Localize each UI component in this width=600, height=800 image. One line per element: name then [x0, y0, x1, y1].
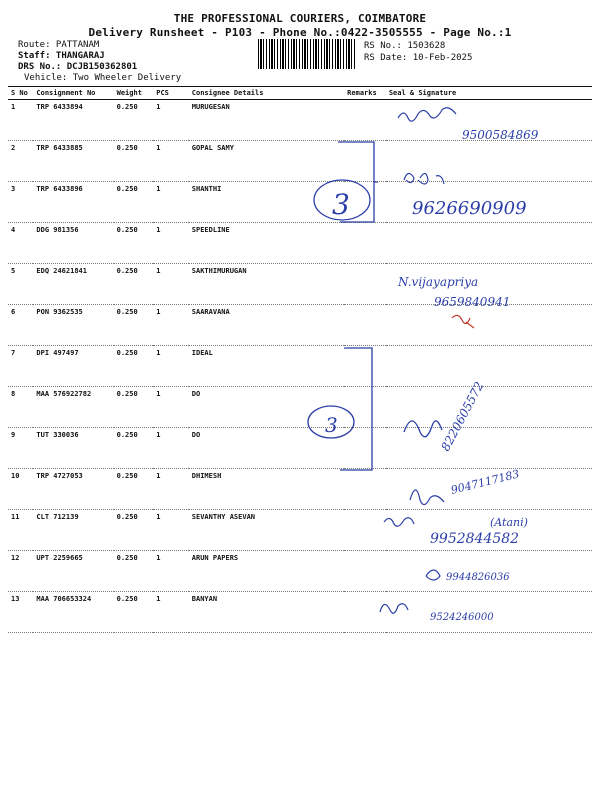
cell-pcs: 1 — [153, 510, 189, 551]
table-row — [8, 551, 592, 592]
cell-consignee: SEVANTHY ASEVAN — [189, 510, 344, 551]
table-header-row — [8, 87, 592, 100]
cell-consignee: SHANTHI — [189, 182, 344, 223]
cell-remarks — [344, 510, 386, 551]
cell-consignment: TUT 330036 — [33, 428, 113, 469]
signature-phone: 9626690909 — [412, 198, 527, 219]
cell-pcs: 1 — [153, 551, 189, 592]
cell-sno: 2 — [8, 141, 33, 182]
cell-pcs: 1 — [153, 469, 189, 510]
runsheet-table — [8, 86, 592, 633]
cell-consignment: DPI 497497 — [33, 346, 113, 387]
cell-consignment: TRP 6433885 — [33, 141, 113, 182]
company-title: THE PROFESSIONAL COURIERS, COIMBATORE — [173, 12, 427, 25]
cell-pcs: 1 — [153, 264, 189, 305]
cell-consignee: SAKTHIMURUGAN — [189, 264, 344, 305]
cell-remarks — [344, 141, 386, 182]
cell-remarks — [344, 264, 386, 305]
cell-consignment: TRP 6433894 — [33, 100, 113, 141]
cell-consignee: BANYAN — [189, 592, 344, 633]
table-row — [8, 469, 592, 510]
barcode — [258, 39, 356, 69]
cell-weight: 0.250 — [114, 223, 154, 264]
cell-remarks — [344, 182, 386, 223]
cell-consignee: GOPAL SAMY — [189, 141, 344, 182]
cell-signature — [386, 223, 592, 264]
header-pcs: PCS — [153, 87, 189, 100]
cell-signature — [386, 387, 592, 428]
cell-weight: 0.250 — [114, 387, 154, 428]
cell-remarks — [344, 551, 386, 592]
signature-note: (Atani) — [490, 516, 528, 529]
vehicle-label: Vehicle: Two Wheeler Delivery — [24, 73, 182, 83]
table-row — [8, 510, 592, 551]
header-consignment: Consignment No — [33, 87, 113, 100]
cell-consignment: MAA 576922782 — [33, 387, 113, 428]
table-row — [8, 223, 592, 264]
cell-pcs: 1 — [153, 141, 189, 182]
header-weight: Weight — [114, 87, 154, 100]
cell-signature — [386, 182, 592, 223]
table-row — [8, 100, 592, 141]
cell-consignment: DDG 981356 — [33, 223, 113, 264]
runsheet-heading: Delivery Runsheet - P103 - Phone No.:0422-3505555 - Page No.:1 — [88, 26, 512, 39]
table-row — [8, 592, 592, 633]
cell-signature — [386, 510, 592, 551]
table-row — [8, 182, 592, 223]
cell-pcs: 1 — [153, 223, 189, 264]
cell-signature — [386, 551, 592, 592]
cell-remarks — [344, 592, 386, 633]
table-row — [8, 264, 592, 305]
cell-signature — [386, 264, 592, 305]
cell-signature — [386, 428, 592, 469]
signature-name: N.vijayapriya — [398, 275, 479, 289]
drs-label: DRS No.: DCJB150362801 — [18, 62, 138, 72]
cell-signature — [386, 346, 592, 387]
signature-phone: 9047117183 — [449, 467, 521, 497]
cell-sno: 8 — [8, 387, 33, 428]
cell-pcs: 1 — [153, 305, 189, 346]
cell-pcs: 1 — [153, 100, 189, 141]
cell-consignee: SAARAVANA — [189, 305, 344, 346]
cell-pcs: 1 — [153, 346, 189, 387]
cell-weight: 0.250 — [114, 264, 154, 305]
cell-consignee: MURUGESAN — [189, 100, 344, 141]
cell-sno: 7 — [8, 346, 33, 387]
cell-weight: 0.250 — [114, 141, 154, 182]
signature-phone: 9952844582 — [430, 531, 520, 547]
rs-date: RS Date: 10-Feb-2025 — [364, 53, 473, 63]
cell-pcs: 1 — [153, 428, 189, 469]
table-row — [8, 346, 592, 387]
cell-consignment: UPT 2259665 — [33, 551, 113, 592]
cell-consignee: SPEEDLINE — [189, 223, 344, 264]
signature-phone: 9500584869 — [462, 128, 539, 142]
cell-weight: 0.250 — [114, 100, 154, 141]
circle-number: 3 — [325, 413, 338, 437]
cell-sno: 13 — [8, 592, 33, 633]
cell-weight: 0.250 — [114, 510, 154, 551]
staff-label: Staff: THANGARAJ — [18, 51, 105, 61]
cell-sno: 5 — [8, 264, 33, 305]
cell-sno: 1 — [8, 100, 33, 141]
cell-consignee: IDEAL — [189, 346, 344, 387]
cell-consignment: TRP 6433896 — [33, 182, 113, 223]
cell-weight: 0.250 — [114, 346, 154, 387]
cell-weight: 0.250 — [114, 469, 154, 510]
cell-sno: 12 — [8, 551, 33, 592]
cell-consignment: CLT 712139 — [33, 510, 113, 551]
cell-remarks — [344, 428, 386, 469]
cell-remarks — [344, 469, 386, 510]
cell-remarks — [344, 305, 386, 346]
cell-signature — [386, 305, 592, 346]
cell-remarks — [344, 100, 386, 141]
table-row — [8, 428, 592, 469]
cell-consignment: EDQ 24621841 — [33, 264, 113, 305]
cell-consignee: DHIMESH — [189, 469, 344, 510]
cell-remarks — [344, 346, 386, 387]
table-row — [8, 387, 592, 428]
cell-sno: 11 — [8, 510, 33, 551]
header-sno: S No — [8, 87, 33, 100]
cell-consignee: DO — [189, 428, 344, 469]
cell-consignment: MAA 706653324 — [33, 592, 113, 633]
cell-weight: 0.250 — [114, 182, 154, 223]
header-signature: Seal & Signature — [386, 87, 592, 100]
cell-sno: 10 — [8, 469, 33, 510]
header-consignee: Consignee Details — [189, 87, 344, 100]
route-label: Route: PATTANAM — [18, 40, 100, 50]
cell-signature — [386, 592, 592, 633]
signature-phone: 9659840941 — [434, 295, 511, 309]
cell-remarks — [344, 223, 386, 264]
cell-consignment: PON 9362535 — [33, 305, 113, 346]
table-row — [8, 305, 592, 346]
cell-weight: 0.250 — [114, 305, 154, 346]
table-row — [8, 141, 592, 182]
cell-sno: 6 — [8, 305, 33, 346]
signature-phone: 8220605572 — [438, 379, 487, 454]
cell-sno: 3 — [8, 182, 33, 223]
cell-pcs: 1 — [153, 182, 189, 223]
rs-number: RS No.: 1503628 — [364, 41, 446, 51]
cell-weight: 0.250 — [114, 428, 154, 469]
signature-phone: 9524246000 — [430, 612, 494, 623]
cell-signature — [386, 469, 592, 510]
cell-signature — [386, 100, 592, 141]
cell-consignee: DO — [189, 387, 344, 428]
cell-sno: 4 — [8, 223, 33, 264]
cell-remarks — [344, 387, 386, 428]
cell-signature — [386, 141, 592, 182]
header-remarks: Remarks — [344, 87, 386, 100]
cell-consignment: TRP 4727053 — [33, 469, 113, 510]
cell-pcs: 1 — [153, 387, 189, 428]
circle-number: 3 — [332, 188, 350, 221]
cell-pcs: 1 — [153, 592, 189, 633]
cell-consignee: ARUN PAPERS — [189, 551, 344, 592]
signature-phone: 9944826036 — [446, 572, 510, 583]
cell-sno: 9 — [8, 428, 33, 469]
cell-weight: 0.250 — [114, 551, 154, 592]
cell-weight: 0.250 — [114, 592, 154, 633]
